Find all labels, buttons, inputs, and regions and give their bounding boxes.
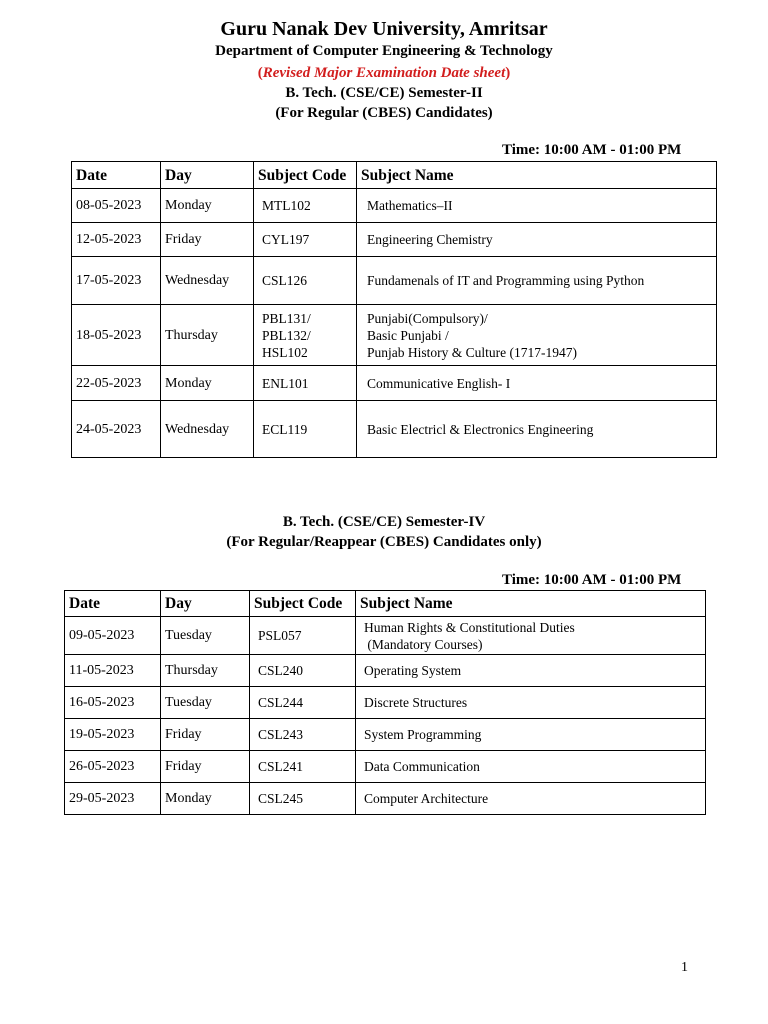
column-header-subject-name: Subject Name bbox=[356, 591, 706, 617]
department-title: Department of Computer Engineering & Technology bbox=[215, 43, 553, 59]
subject-code-line: CSL241 bbox=[258, 759, 304, 774]
subject-name-cell bbox=[356, 751, 706, 783]
subject-code-cell bbox=[250, 751, 356, 783]
subject-code-line: PBL131/ bbox=[262, 310, 311, 326]
table-row bbox=[72, 366, 717, 401]
date-cell: 22-05-2023 bbox=[72, 366, 161, 401]
day-cell: Friday bbox=[161, 719, 250, 751]
subject-name-line: Fundamenals of IT and Programming using Python bbox=[367, 273, 645, 288]
subject-name-line: Communicative English- I bbox=[367, 375, 511, 391]
table-header-row bbox=[72, 162, 717, 189]
subject-name-cell bbox=[356, 617, 706, 655]
subject-code-cell bbox=[254, 401, 357, 458]
day-cell: Tuesday bbox=[161, 617, 250, 655]
sem4-time: Time: 10:00 AM - 01:00 PM bbox=[502, 572, 682, 588]
table-row bbox=[72, 257, 717, 305]
table-row bbox=[72, 223, 717, 257]
day-cell: Friday bbox=[161, 751, 250, 783]
subject-name-line: Basic Punjabi / bbox=[367, 327, 449, 343]
sem4-heading: B. Tech. (CSE/CE) Semester-IV bbox=[282, 514, 486, 530]
table-header-row bbox=[65, 591, 706, 617]
day-cell: Thursday bbox=[161, 305, 254, 366]
table-row bbox=[65, 687, 706, 719]
subject-code-cell bbox=[254, 366, 357, 401]
date-cell: 12-05-2023 bbox=[72, 223, 161, 257]
date-cell: 16-05-2023 bbox=[65, 687, 161, 719]
subject-code-line: CSL126 bbox=[262, 273, 308, 288]
day-cell: Wednesday bbox=[161, 257, 254, 305]
subject-code-cell bbox=[250, 687, 356, 719]
column-header-subject-code: Subject Code bbox=[254, 162, 357, 189]
subject-name-cell bbox=[356, 687, 706, 719]
date-cell: 11-05-2023 bbox=[65, 655, 161, 687]
subject-name-cell bbox=[356, 719, 706, 751]
subject-code-cell bbox=[250, 719, 356, 751]
subject-code-cell bbox=[254, 257, 357, 305]
date-cell: 26-05-2023 bbox=[65, 751, 161, 783]
table-row bbox=[72, 401, 717, 458]
day-cell: Wednesday bbox=[161, 401, 254, 458]
subject-code-line: PSL057 bbox=[258, 628, 302, 643]
column-header-subject-name: Subject Name bbox=[357, 162, 717, 189]
date-cell: 08-05-2023 bbox=[72, 189, 161, 223]
day-cell: Thursday bbox=[161, 655, 250, 687]
subject-name-line: Operating System bbox=[364, 663, 462, 678]
subject-code-line: ENL101 bbox=[262, 375, 309, 391]
subject-name-line: Human Rights & Constitutional Duties bbox=[364, 619, 575, 635]
column-header-day: Day bbox=[161, 591, 250, 617]
date-cell: 17-05-2023 bbox=[72, 257, 161, 305]
subject-name-cell bbox=[357, 401, 717, 458]
subject-name-line: Computer Architecture bbox=[364, 791, 489, 806]
day-cell: Friday bbox=[161, 223, 254, 257]
sem2-candidates: (For Regular (CBES) Candidates) bbox=[275, 105, 493, 121]
subject-code-cell bbox=[250, 617, 356, 655]
university-title: Guru Nanak Dev University, Amritsar bbox=[220, 18, 548, 40]
column-header-subject-code: Subject Code bbox=[250, 591, 356, 617]
subject-name-cell bbox=[357, 189, 717, 223]
subject-name-cell bbox=[357, 366, 717, 401]
subject-name-cell bbox=[356, 783, 706, 815]
table-row bbox=[65, 617, 706, 655]
day-cell: Tuesday bbox=[161, 687, 250, 719]
day-cell: Monday bbox=[161, 189, 254, 223]
subject-name-line: (Mandatory Courses) bbox=[364, 636, 483, 652]
subject-name-cell bbox=[357, 223, 717, 257]
subject-code-cell bbox=[250, 655, 356, 687]
date-cell: 24-05-2023 bbox=[72, 401, 161, 458]
subject-code-line: CSL240 bbox=[258, 663, 304, 678]
day-cell: Monday bbox=[161, 366, 254, 401]
table-row bbox=[65, 783, 706, 815]
date-cell: 29-05-2023 bbox=[65, 783, 161, 815]
page-number: 1 bbox=[681, 960, 688, 975]
date-cell: 19-05-2023 bbox=[65, 719, 161, 751]
subject-name-line: Punjab History & Culture (1717-1947) bbox=[367, 344, 577, 360]
subject-name-cell bbox=[357, 257, 717, 305]
subject-name-line: Discrete Structures bbox=[364, 695, 468, 710]
sem4-candidates: (For Regular/Reappear (CBES) Candidates only) bbox=[226, 534, 542, 550]
day-cell: Monday bbox=[161, 783, 250, 815]
subject-code-cell bbox=[254, 223, 357, 257]
subject-code-line: MTL102 bbox=[262, 198, 311, 213]
subject-name-line: Data Communication bbox=[364, 759, 480, 774]
subject-name-line: Engineering Chemistry bbox=[367, 232, 493, 247]
subject-code-line: ECL119 bbox=[262, 421, 308, 437]
column-header-date: Date bbox=[72, 162, 161, 189]
subject-code-cell bbox=[254, 305, 357, 366]
subject-name-line: Basic Electricl & Electronics Engineering bbox=[367, 421, 594, 437]
subject-name-cell bbox=[356, 655, 706, 687]
table-row bbox=[72, 305, 717, 366]
subject-code-line: CSL243 bbox=[258, 727, 304, 742]
subject-name-line: Mathematics–II bbox=[367, 198, 453, 213]
subject-code-cell bbox=[254, 189, 357, 223]
sem4-exam-table bbox=[64, 590, 706, 815]
column-header-day: Day bbox=[161, 162, 254, 189]
column-header-date: Date bbox=[65, 591, 161, 617]
sem2-time: Time: 10:00 AM - 01:00 PM bbox=[502, 142, 682, 158]
sem2-heading: B. Tech. (CSE/CE) Semester-II bbox=[285, 85, 483, 101]
sem2-exam-table bbox=[71, 161, 717, 458]
subject-name-line: Punjabi(Compulsory)/ bbox=[367, 310, 488, 326]
table-row bbox=[72, 189, 717, 223]
date-cell: 18-05-2023 bbox=[72, 305, 161, 366]
date-cell: 09-05-2023 bbox=[65, 617, 161, 655]
subject-code-line: HSL102 bbox=[262, 344, 308, 360]
subject-code-line: CYL197 bbox=[262, 232, 310, 247]
subject-code-line: CSL245 bbox=[258, 791, 304, 806]
subject-name-cell bbox=[357, 305, 717, 366]
revised-notice-text: Revised Major Examination Date sheet bbox=[262, 65, 506, 81]
subject-code-cell bbox=[250, 783, 356, 815]
table-row bbox=[65, 655, 706, 687]
subject-name-line: System Programming bbox=[364, 727, 482, 742]
revised-notice: (Revised Major Examination Date sheet) bbox=[257, 65, 511, 81]
table-row bbox=[65, 751, 706, 783]
table-row bbox=[65, 719, 706, 751]
subject-code-line: PBL132/ bbox=[262, 327, 311, 343]
subject-code-line: CSL244 bbox=[258, 695, 304, 710]
